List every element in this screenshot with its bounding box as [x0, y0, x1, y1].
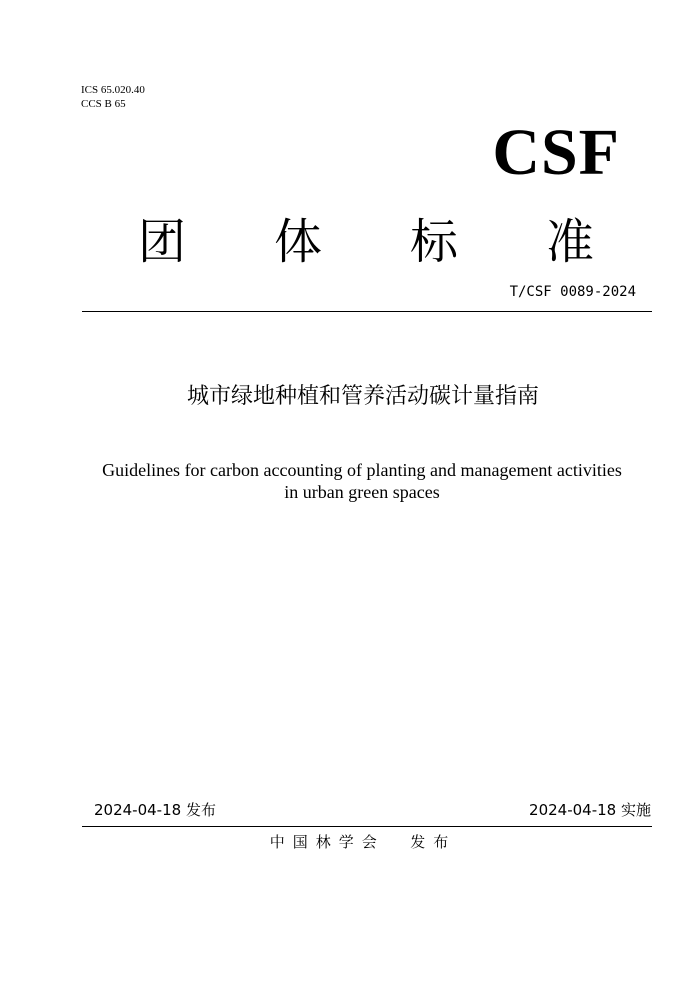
standard-type-char: 准 — [545, 214, 594, 270]
issue-date: 2024-04-18 发布 — [94, 801, 216, 819]
standard-type-char: 体 — [273, 214, 322, 270]
standard-type-char: 团 — [138, 214, 187, 270]
title-chinese: 城市绿地种植和管养活动碳计量指南 — [186, 384, 539, 409]
ics-code: ICS 65.020.40 — [81, 84, 145, 96]
title-english-line2: in urban green spaces — [284, 482, 440, 502]
title-english — [60, 459, 664, 503]
standard-type-heading — [138, 212, 594, 272]
publisher: 中国林学会 发布 — [269, 833, 457, 851]
classification-codes — [81, 83, 145, 111]
ccs-code: CCS B 65 — [81, 98, 126, 110]
standard-number: T/CSF 0089-2024 — [509, 284, 636, 300]
title-english-line1: Guidelines for carbon accounting of planting and management activities — [102, 460, 622, 480]
csf-logo: CSF — [492, 116, 620, 189]
standard-type-char: 标 — [409, 214, 458, 270]
implementation-date: 2024-04-18 实施 — [529, 801, 651, 819]
bottom-divider — [82, 826, 652, 827]
top-divider — [82, 311, 652, 312]
